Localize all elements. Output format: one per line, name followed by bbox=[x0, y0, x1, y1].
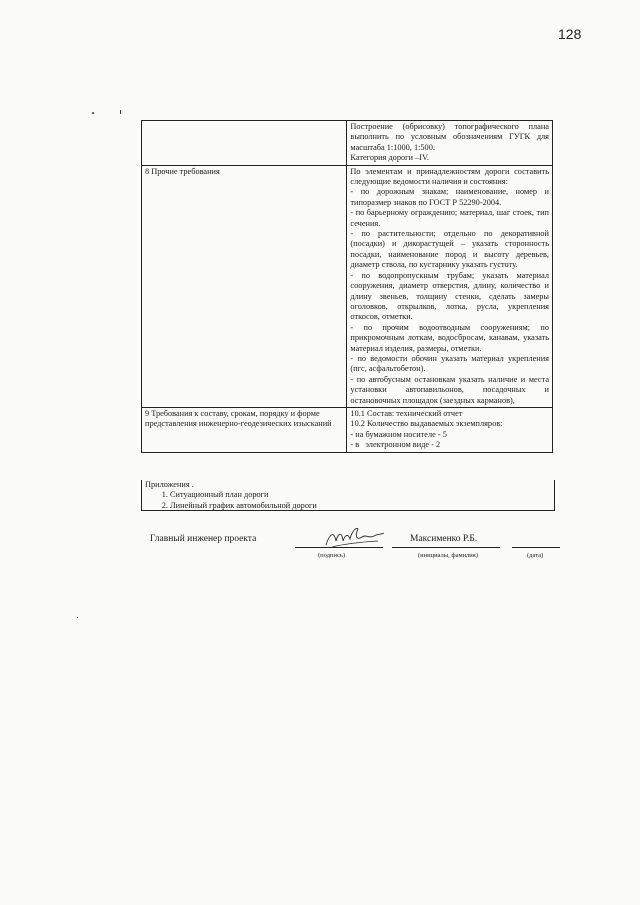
signatory-name: Максименко Р.Б. bbox=[410, 534, 478, 544]
attachment-item: 2. Линейный график автомобильной дороги bbox=[170, 501, 551, 511]
content-line: - по дорожным знакам; наименование, номер и типоразмер знаков по ГОСТ Р 52290-2004. bbox=[350, 187, 549, 207]
handwritten-signature bbox=[322, 523, 386, 553]
name-line bbox=[392, 547, 500, 548]
requirements-table bbox=[141, 120, 553, 453]
signature-caption: (подпись) bbox=[318, 552, 345, 559]
attachment-item: 1. Ситуационный план дороги bbox=[170, 490, 551, 500]
content-line: - на бумажном носителе - 5 bbox=[350, 429, 447, 439]
content-line: - по ведомости обочин указать материал укрепления (пгс, асфальтобетон). bbox=[350, 353, 549, 374]
row-content bbox=[347, 165, 553, 407]
table-row bbox=[142, 165, 553, 407]
content-line: - по прочим водоотводным сооружениям; по прикромочным лоткам, водосбросам, канавам, указать материал изделия, размеры, отметки. bbox=[350, 322, 549, 353]
attachments-title: Приложения . bbox=[145, 480, 194, 489]
row-content bbox=[347, 407, 553, 452]
table-row bbox=[142, 407, 553, 452]
content-line: По элементам и принадлежностям дороги составить следующие ведомости наличия и состояния: bbox=[350, 166, 549, 187]
table-row bbox=[142, 121, 553, 166]
content-line: - по барьерному ограждению; материал, шаг стоек, тип сечения. bbox=[350, 208, 549, 228]
row-content bbox=[347, 121, 553, 166]
scan-speck bbox=[77, 617, 78, 618]
row-label: 8 Прочие требования bbox=[142, 165, 347, 407]
date-caption: (дата) bbox=[527, 552, 544, 559]
name-caption: (инициалы, фамилия) bbox=[418, 552, 478, 559]
content-line: 10.2 Количество выдаваемых экземпляров: bbox=[350, 419, 503, 429]
attachments-list bbox=[145, 490, 551, 511]
signature-role: Главный инженер проекта bbox=[150, 534, 257, 544]
page-number: 128 bbox=[558, 26, 582, 42]
content-line: - в электронном виде - 2 bbox=[350, 440, 441, 450]
content-line: - по водопропускным трубам; указать материал сооружения, диаметр отверстия, длину, количество и длину звеньев, толщину стенки, сделать замеры оголовков, открылков, лотка, русла, укрепления откосов, отметки. bbox=[350, 270, 549, 322]
attachments-block bbox=[141, 480, 555, 511]
scan-speck bbox=[120, 110, 121, 114]
row-label bbox=[142, 121, 347, 166]
date-line bbox=[512, 547, 560, 548]
content-line: Категория дороги –IV. bbox=[350, 153, 429, 163]
content-line: - по растительности; отдельно по декоративной (посадки) и дикорастущей – указать сторонность посадки, наименование пород и высоту деревьев, диаметр ствола, по кустарнику указать густоту. bbox=[350, 229, 549, 270]
content-line: Построение (обрисовку) топографического плана выполнить по условным обозначениям ГУГК для масштаба 1:1000, 1:500. bbox=[350, 122, 549, 152]
row-label: 9 Требования к составу, срокам, порядку и форме представления инженерно-геодезических изысканий bbox=[142, 407, 347, 452]
content-line: 10.1 Состав: технический отчет bbox=[350, 408, 463, 418]
content-line: - по автобусным остановкам указать наличие и места установки автопавильонов, посадочных и остановочных площадок (заездных карманов), bbox=[350, 374, 549, 405]
scan-speck bbox=[92, 112, 94, 114]
